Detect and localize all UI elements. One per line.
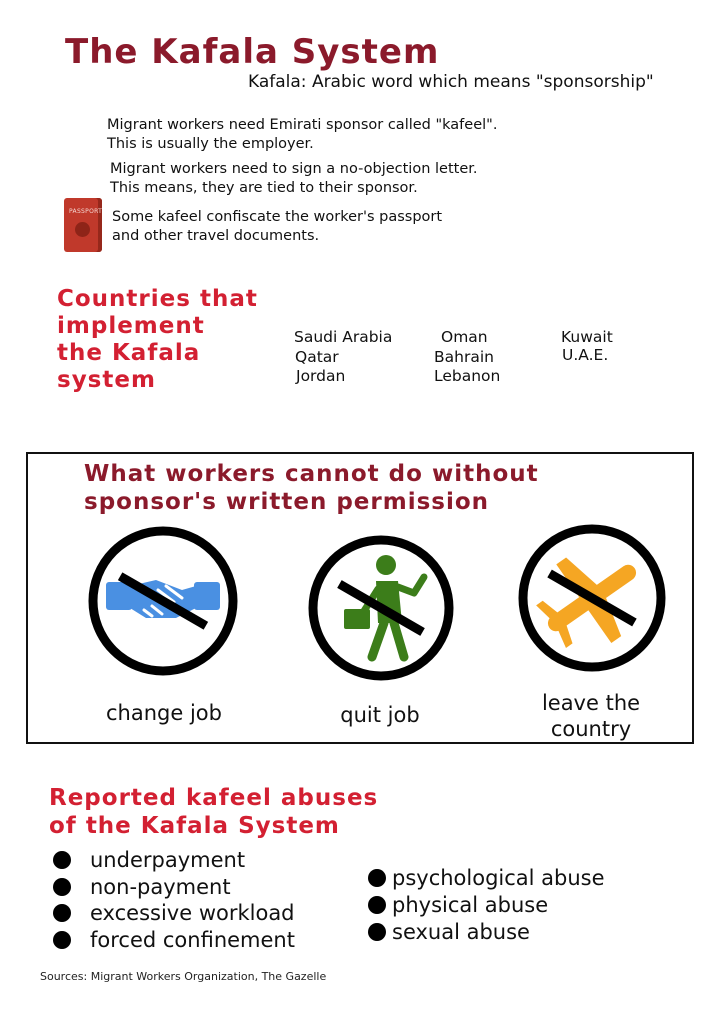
country-item: U.A.E. — [562, 346, 609, 364]
list-item — [53, 901, 295, 925]
country-item: Oman — [441, 328, 488, 346]
passport-icon-label: PASSPORT — [69, 208, 103, 215]
country-item: Bahrain — [434, 348, 494, 366]
bullet-icon — [368, 896, 386, 914]
bullet-icon — [53, 904, 71, 922]
country-item: Qatar — [295, 348, 339, 366]
list-item — [53, 848, 245, 872]
abuse-label: physical abuse — [392, 893, 549, 917]
sources-note: Sources: Migrant Workers Organization, The Gazelle — [40, 970, 327, 983]
list-item — [368, 893, 548, 917]
list-item — [368, 866, 605, 890]
fact-sponsor: Migrant workers need Emirati sponsor called "kafeel". This is usually the employer. — [107, 117, 498, 152]
airplane-icon — [516, 522, 668, 674]
bullet-icon — [368, 923, 386, 941]
fact-passport: Some kafeel confiscate the worker's passport and other travel documents. — [112, 209, 443, 244]
handshake-icon — [86, 524, 240, 678]
abuse-label: forced confinement — [90, 928, 295, 952]
country-item: Jordan — [296, 367, 346, 385]
fact-no-objection: Migrant workers need to sign a no-objection letter. This means, they are tied to their sponsor. — [110, 161, 478, 196]
abuse-label: psychological abuse — [392, 866, 605, 890]
page-title: The Kafala System — [65, 32, 440, 72]
bullet-icon — [53, 851, 71, 869]
caption-leave-country: leave the country — [541, 691, 641, 741]
list-item — [53, 928, 295, 952]
abuse-label: non-payment — [90, 875, 231, 899]
walking-person-icon — [306, 533, 456, 683]
passport-icon — [64, 198, 102, 252]
list-item — [53, 875, 231, 899]
bullet-icon — [53, 931, 71, 949]
abuses-heading: Reported kafeel abuses of the Kafala System — [49, 785, 379, 839]
caption-quit-job: quit job — [340, 703, 420, 727]
bullet-icon — [53, 878, 71, 896]
abuse-label: excessive workload — [90, 901, 295, 925]
country-item: Saudi Arabia — [294, 328, 393, 346]
list-item — [368, 920, 530, 944]
abuse-label: underpayment — [90, 848, 246, 872]
restrictions-heading: What workers cannot do without sponsor's written permission — [84, 461, 539, 515]
page-subtitle: Kafala: Arabic word which means "sponsorship" — [248, 72, 654, 92]
bullet-icon — [368, 869, 386, 887]
passport-seal — [75, 222, 90, 237]
country-item: Lebanon — [434, 367, 501, 385]
caption-change-job: change job — [106, 701, 222, 725]
country-item: Kuwait — [561, 328, 613, 346]
abuse-label: sexual abuse — [392, 920, 530, 944]
countries-heading: Countries that implement the Kafala system — [57, 286, 258, 393]
